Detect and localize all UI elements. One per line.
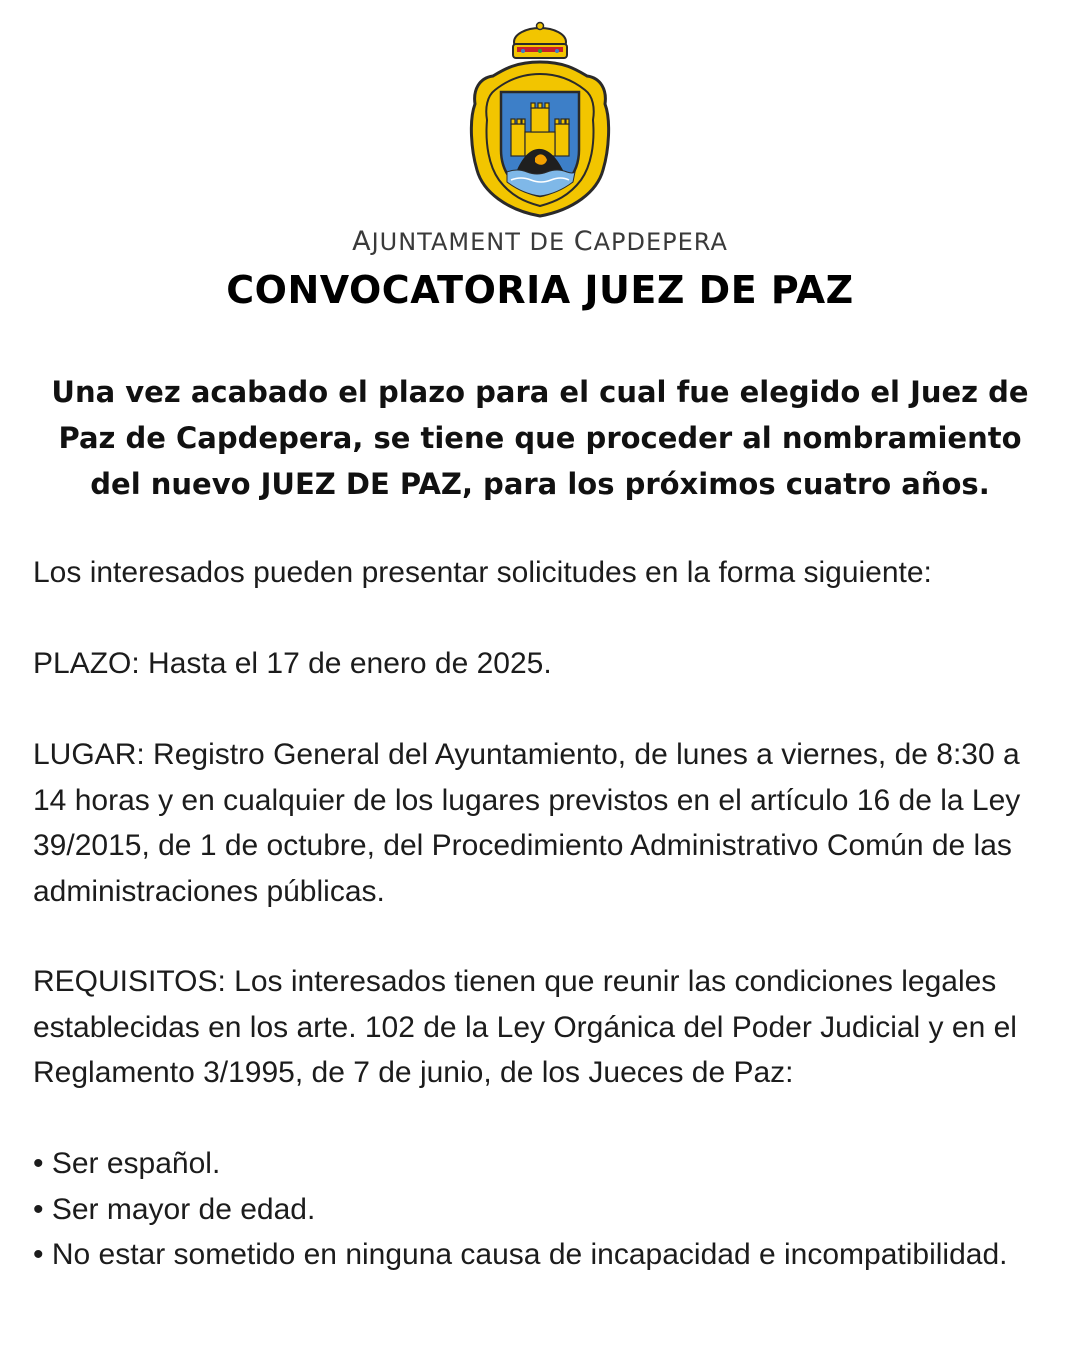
list-item: • Ser español.: [33, 1147, 221, 1180]
deadline-paragraph: PLAZO: Hasta el 17 de enero de 2025.: [33, 647, 552, 680]
lead-paragraph: Una vez acabado el plazo para el cual fue elegido el Juez de Paz de Capdepera, se tiene que proceder al nombramiento del nuevo JUEZ DE PAZ, para los próximos cuatro años.: [51, 375, 1029, 501]
requirements-list: [33, 1141, 1053, 1278]
intro-paragraph: Los interesados pueden presentar solicitudes en la forma siguiente:: [33, 556, 932, 589]
requirements-paragraph: REQUISITOS: Los interesados tienen que reunir las condiciones legales establecidas en los arte. 102 de la Ley Orgánica del Poder Judicial y en el Reglamento 3/1995, de 7 de junio, de los Jueces de Paz:: [33, 965, 1017, 1089]
list-item: • No estar sometido en ninguna causa de incapacidad e incompatibilidad.: [33, 1238, 1008, 1271]
organization-name: AJUNTAMENT DE CAPDEPERA: [352, 226, 728, 257]
list-item: • Ser mayor de edad.: [33, 1192, 316, 1226]
place-paragraph: LUGAR: Registro General del Ayuntamiento, de lunes a viernes, de 8:30 a 14 horas y en cualquier de los lugares previstos en el artículo 16 de la Ley 39/2015, de 1 de octubre, del Procedimiento Administrativo Común de las administraciones públicas.: [33, 738, 1021, 908]
coat-of-arms-icon: [465, 20, 615, 220]
page-title: CONVOCATORIA JUEZ DE PAZ: [226, 268, 854, 312]
crown-icon: [513, 23, 567, 59]
